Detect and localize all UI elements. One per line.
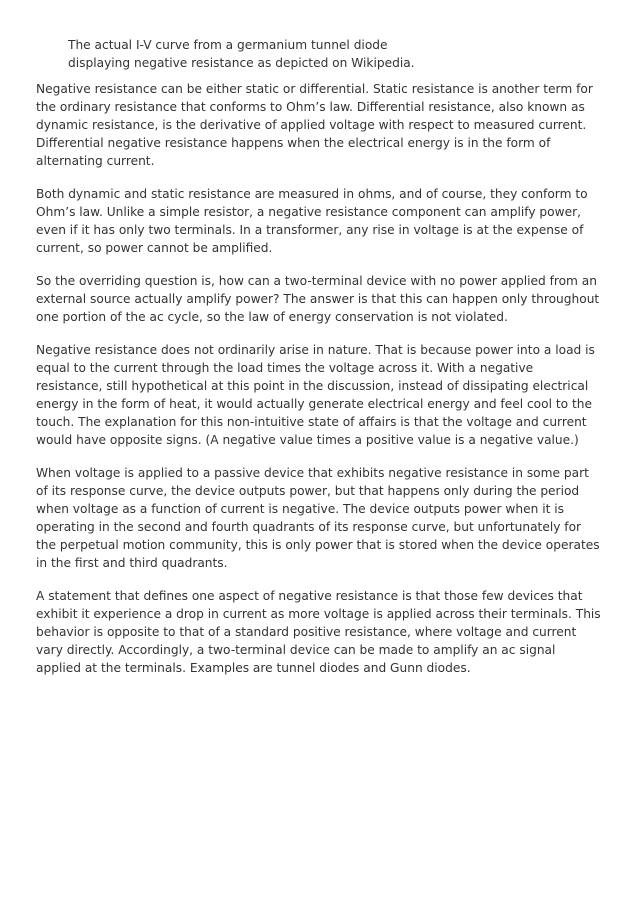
caption-line-1: The actual I-V curve from a germanium tunnel diode [68, 38, 388, 52]
paragraph-nature: Negative resistance does not ordinarily arise in nature. That is because power into a load is equal to the current through the load times the voltage across it. With a negative resistance, still hypothetical at this point in the discussion, instead of dissipating electrical energy in the form of heat, it would actually generate electrical energy and feel cool to the touch. The explanation for this non-intuitive state of affairs is that the voltage and current would have opposite signs. (A negative value times a positive value is a negative value.) [36, 343, 595, 447]
paragraph-overriding-question: So the overriding question is, how can a two-terminal device with no power applied from an external source actually amplify power? The answer is that this can happen only throughout one portion of the ac cycle, so the law of energy conservation is not violated. [36, 274, 600, 324]
paragraph-definition: A statement that defines one aspect of negative resistance is that those few devices that exhibit it experience a drop in current as more voltage is applied across their terminals. This behavior is opposite to that of a standard positive resistance, where voltage and current vary directly. Accordingly, a two-terminal device can be made to amplify an ac signal applied at the terminals. Examples are tunnel diodes and Gunn diodes. [36, 589, 601, 675]
caption-line-2: displaying negative resistance as depicted on Wikipedia. [68, 56, 415, 70]
paragraph-ohms-law: Both dynamic and static resistance are measured in ohms, and of course, they conform to Ohm’s law. Unlike a simple resistor, a negative resistance component can amplify power, even if it has only two terminals. In a transformer, any rise in voltage is at the expense of current, so power cannot be amplified. [36, 187, 588, 255]
paragraph-static-vs-differential: Negative resistance can be either static or differential. Static resistance is another term for the ordinary resistance that conforms to Ohm’s law. Differential resistance, also known as dynamic resistance, is the derivative of applied voltage with respect to measured current. Differential negative resistance happens when the electrical energy is in the form of alternating current. [36, 82, 593, 168]
figure-caption [68, 36, 602, 72]
paragraph-passive-device: When voltage is applied to a passive device that exhibits negative resistance in some part of its response curve, the device outputs power, but that happens only during the period when voltage as a function of current is negative. The device outputs power when it is operating in the second and fourth quadrants of its response curve, but unfortunately for the perpetual motion community, this is only power that is stored when the device operates in the first and third quadrants. [36, 466, 600, 570]
